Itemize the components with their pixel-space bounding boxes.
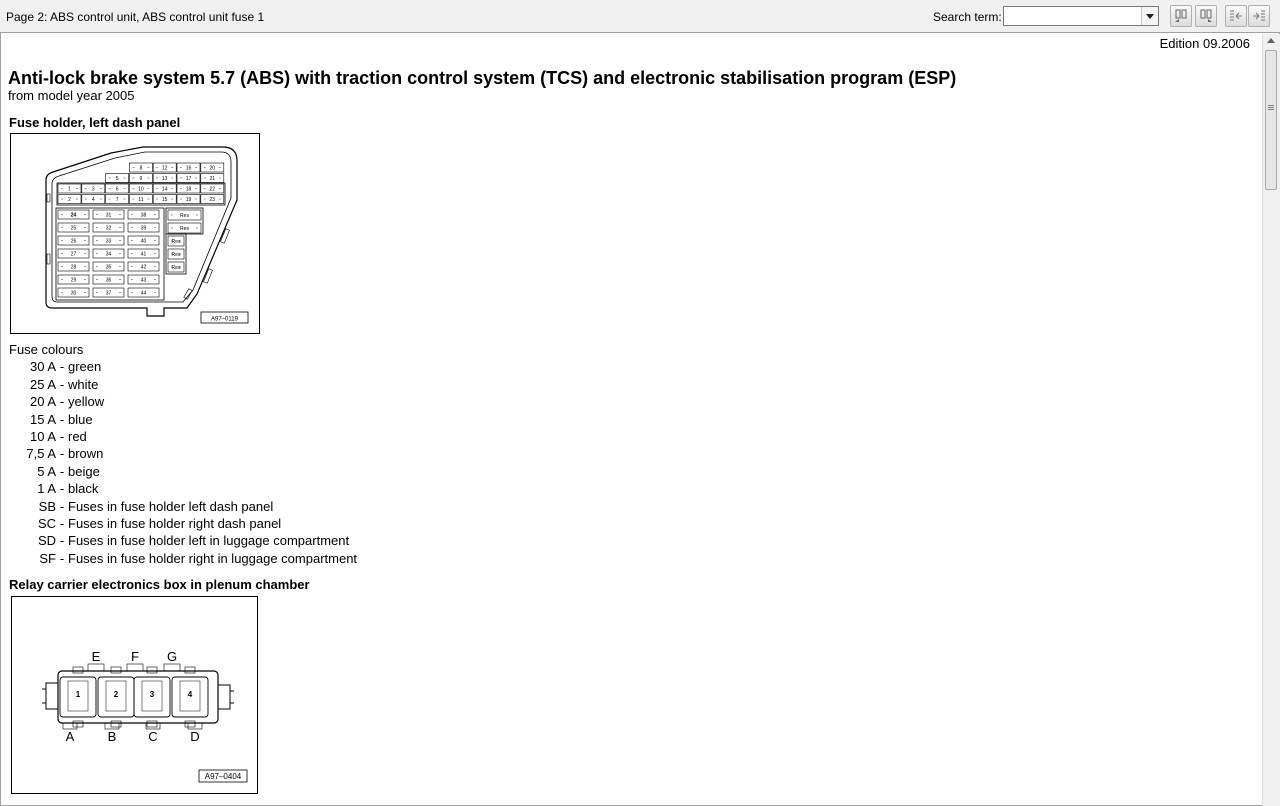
fuse-slot xyxy=(58,262,89,271)
svg-text:43: 43 xyxy=(140,277,147,284)
connector-label-bottom: A xyxy=(65,729,75,744)
fuse-slot xyxy=(128,249,159,258)
svg-text:10: 10 xyxy=(138,186,144,193)
connector-label-top: G xyxy=(166,649,178,664)
fuse-colour-name: red xyxy=(68,429,87,445)
fuse-rating: 7,5 A xyxy=(26,446,56,462)
separator: - xyxy=(59,359,65,375)
svg-text:24: 24 xyxy=(70,212,77,219)
fuse-slot xyxy=(93,249,124,258)
svg-text:Res: Res xyxy=(171,239,181,245)
separator: - xyxy=(59,550,65,566)
svg-text:4: 4 xyxy=(91,197,95,203)
fuse-slot xyxy=(58,195,81,204)
fuse-slot xyxy=(58,210,89,219)
expand-button[interactable] xyxy=(1248,5,1270,27)
edition-label: Edition 09.2006 xyxy=(1159,36,1250,51)
fuse-rating: 30 A xyxy=(29,359,56,375)
svg-text:32: 32 xyxy=(105,225,112,232)
fuse-slot xyxy=(177,195,200,204)
fuse-colour-row xyxy=(9,445,357,462)
svg-text:1: 1 xyxy=(68,186,71,193)
fuse-slot xyxy=(153,195,176,204)
svg-text:25: 25 xyxy=(70,225,77,232)
fuse-colour-name: blue xyxy=(68,411,93,427)
page-title: Anti-lock brake system 5.7 (ABS) with traction control system (TCS) and electronic stabilisation program (ESP) xyxy=(8,68,957,88)
svg-text:7: 7 xyxy=(115,197,119,203)
page-subtitle: from model year 2005 xyxy=(8,88,135,103)
fuse-slot xyxy=(153,163,176,172)
fuse-colour-row xyxy=(9,532,357,549)
fuse-colours-list xyxy=(9,341,357,567)
search-combobox[interactable] xyxy=(1003,6,1159,26)
fuse-rating: 15 A xyxy=(29,411,56,427)
fuse-slot xyxy=(153,184,176,193)
scrollbar-thumb[interactable] xyxy=(1265,50,1277,190)
fuse-colour-row xyxy=(9,515,357,532)
connector-label-top: F xyxy=(131,649,139,664)
fuse-colour-name: green xyxy=(68,359,102,375)
fuse-slot xyxy=(82,195,105,204)
separator: - xyxy=(59,446,65,462)
fuse-slot xyxy=(201,163,224,172)
svg-text:4: 4 xyxy=(187,690,193,699)
fuse-slot xyxy=(153,174,176,183)
connector-label-bottom: B xyxy=(107,729,117,744)
fuse-slot xyxy=(177,163,200,172)
fuse-slot xyxy=(129,184,152,193)
fuse-slot xyxy=(93,236,124,245)
fuse-slot xyxy=(93,210,124,219)
svg-text:33: 33 xyxy=(105,238,112,245)
fuse-slot xyxy=(58,288,89,297)
fuse-colour-row xyxy=(9,480,357,497)
svg-text:41: 41 xyxy=(140,251,147,258)
svg-text:21: 21 xyxy=(209,176,216,182)
svg-text:36: 36 xyxy=(105,277,112,284)
relay-slot xyxy=(60,667,96,727)
fuse-colour-name: white xyxy=(68,376,99,392)
svg-text:8: 8 xyxy=(139,165,143,172)
svg-text:Res: Res xyxy=(171,265,181,271)
fuse-rating: SD xyxy=(37,533,56,549)
svg-text:44: 44 xyxy=(140,290,147,297)
reserve-slot xyxy=(168,223,201,233)
collapse-icon xyxy=(1228,8,1244,24)
fuse-colours-heading: Fuse colours xyxy=(9,342,84,357)
relay-slot xyxy=(172,667,208,727)
separator: - xyxy=(59,411,65,427)
fuse-slot xyxy=(93,288,124,297)
separator: - xyxy=(59,516,65,532)
svg-text:20: 20 xyxy=(209,165,216,172)
svg-text:30: 30 xyxy=(70,290,77,297)
fuse-slot xyxy=(106,195,129,204)
connector-label-bottom: D xyxy=(190,729,200,744)
reserve-slot xyxy=(168,210,201,220)
fuse-slot xyxy=(128,236,159,245)
separator: - xyxy=(59,463,65,479)
svg-text:Res: Res xyxy=(180,226,189,232)
svg-text:1: 1 xyxy=(75,690,81,699)
fuse-slot xyxy=(128,275,159,284)
fuse-colour-row xyxy=(9,393,357,410)
fuse-slot xyxy=(58,236,89,245)
search-input[interactable] xyxy=(1004,7,1146,25)
fuse-holder-diagram xyxy=(10,133,260,334)
fuse-slot xyxy=(201,195,224,204)
separator: - xyxy=(59,394,65,410)
fuse-rating: SF xyxy=(39,550,56,566)
relay-carrier-diagram xyxy=(11,596,258,794)
fuse-colour-name: brown xyxy=(68,446,104,462)
fuse-colour-name: Fuses in fuse holder left dash panel xyxy=(68,498,274,514)
fuse-slot xyxy=(58,223,89,232)
fuse-slot xyxy=(201,174,224,183)
fuse-rating: 20 A xyxy=(29,394,56,410)
fuse-colour-row xyxy=(9,358,357,375)
fuse-rating: SC xyxy=(37,516,56,532)
svg-text:29: 29 xyxy=(70,277,77,284)
fuse-slot xyxy=(106,174,129,183)
svg-text:3: 3 xyxy=(91,186,95,193)
separator: - xyxy=(59,533,65,549)
svg-text:19: 19 xyxy=(185,197,192,203)
find-previous-button[interactable] xyxy=(1170,5,1192,27)
svg-text:35: 35 xyxy=(105,264,112,271)
fuse-rating: 1 A xyxy=(37,481,56,497)
svg-text:5: 5 xyxy=(115,176,119,182)
svg-text:42: 42 xyxy=(140,264,147,271)
fuse-slot xyxy=(58,275,89,284)
fuse-slot xyxy=(106,184,129,193)
fuse-slot xyxy=(129,163,152,172)
reserve-slot xyxy=(168,236,184,246)
svg-text:18: 18 xyxy=(185,186,192,193)
fuse-colour-row xyxy=(9,463,357,480)
svg-text:34: 34 xyxy=(105,251,112,258)
svg-text:14: 14 xyxy=(161,186,168,193)
relay-carrier-drawing xyxy=(12,597,257,793)
svg-text:39: 39 xyxy=(140,225,147,232)
fuse-colour-name: Fuses in fuse holder left in luggage compartment xyxy=(68,533,350,549)
svg-text:Res: Res xyxy=(180,213,189,219)
fuse-colour-row xyxy=(9,376,357,393)
collapse-button[interactable] xyxy=(1225,5,1247,27)
svg-text:37: 37 xyxy=(105,290,112,297)
svg-text:22: 22 xyxy=(209,186,216,193)
svg-text:40: 40 xyxy=(140,238,147,245)
find-previous-icon xyxy=(1173,8,1189,24)
section-heading-fuse-holder: Fuse holder, left dash panel xyxy=(9,115,181,130)
svg-text:11: 11 xyxy=(138,197,144,203)
svg-text:13: 13 xyxy=(161,176,168,182)
svg-text:31: 31 xyxy=(105,212,112,219)
fuse-slot xyxy=(177,174,200,183)
vertical-scrollbar[interactable] xyxy=(1262,34,1280,806)
fuse-rating: SB xyxy=(38,498,56,514)
fuse-slot xyxy=(129,195,152,204)
svg-text:Res: Res xyxy=(171,252,181,258)
svg-text:16: 16 xyxy=(185,165,192,172)
fuse-slot xyxy=(177,184,200,193)
fuse-slot xyxy=(128,262,159,271)
fuse-rating: 25 A xyxy=(29,376,56,392)
separator: - xyxy=(59,481,65,497)
svg-text:3: 3 xyxy=(149,690,155,699)
separator: - xyxy=(59,498,65,514)
svg-text:15: 15 xyxy=(161,197,168,203)
fuse-colour-row xyxy=(9,428,357,445)
fuse-slot xyxy=(128,210,159,219)
fuse-holder-drawing xyxy=(11,134,259,333)
reserve-slot xyxy=(168,262,184,272)
reserve-slot xyxy=(168,249,184,259)
scroll-up-icon[interactable] xyxy=(1267,38,1275,43)
svg-text:9: 9 xyxy=(139,176,143,182)
fuse-slot xyxy=(58,249,89,258)
fuse-colour-row xyxy=(9,411,357,428)
fuse-colour-row xyxy=(9,550,357,567)
svg-text:27: 27 xyxy=(70,251,77,258)
fuse-rating: 10 A xyxy=(29,429,56,445)
chevron-down-icon[interactable] xyxy=(1141,7,1158,25)
svg-text:6: 6 xyxy=(115,186,119,193)
fuse-slot xyxy=(93,223,124,232)
fuse-slot xyxy=(93,262,124,271)
connector-label-top: E xyxy=(91,649,101,664)
fuse-slot xyxy=(128,223,159,232)
connector-label-bottom: C xyxy=(148,729,158,744)
svg-text:26: 26 xyxy=(70,238,77,245)
page-label: Page 2: ABS control unit, ABS control unit fuse 1 xyxy=(6,10,265,24)
fuse-slot xyxy=(58,184,81,193)
find-next-button[interactable] xyxy=(1195,5,1217,27)
fuse-rating: 5 A xyxy=(37,463,56,479)
fuse-slot xyxy=(93,275,124,284)
relay-slot xyxy=(134,667,170,727)
svg-text:2: 2 xyxy=(113,690,119,699)
fuse-colour-name: Fuses in fuse holder right in luggage compartment xyxy=(68,550,358,566)
fuse-colour-name: yellow xyxy=(68,394,105,410)
svg-text:12: 12 xyxy=(161,165,168,172)
svg-text:23: 23 xyxy=(209,197,216,203)
expand-icon xyxy=(1251,8,1267,24)
relay-slot xyxy=(98,667,134,727)
fuse-slot xyxy=(82,184,105,193)
separator: - xyxy=(59,376,65,392)
svg-text:38: 38 xyxy=(140,212,147,219)
fuse-slot xyxy=(128,288,159,297)
toolbar xyxy=(0,0,1280,33)
search-label: Search term: xyxy=(933,10,1002,24)
fuse-colour-row xyxy=(9,498,357,515)
find-next-icon xyxy=(1198,8,1214,24)
fuse-colour-name: beige xyxy=(68,463,100,479)
figure-reference-label: A97–0119 xyxy=(211,316,238,323)
svg-text:28: 28 xyxy=(70,264,77,271)
separator: - xyxy=(59,429,65,445)
svg-text:2: 2 xyxy=(68,197,71,203)
svg-text:17: 17 xyxy=(185,176,192,182)
fuse-colour-name: Fuses in fuse holder right dash panel xyxy=(68,516,282,532)
figure-reference-label: A97–0404 xyxy=(204,772,242,781)
fuse-colour-name: black xyxy=(68,481,99,497)
section-heading-relay-carrier: Relay carrier electronics box in plenum chamber xyxy=(9,577,310,592)
fuse-slot xyxy=(129,174,152,183)
fuse-slot xyxy=(201,184,224,193)
